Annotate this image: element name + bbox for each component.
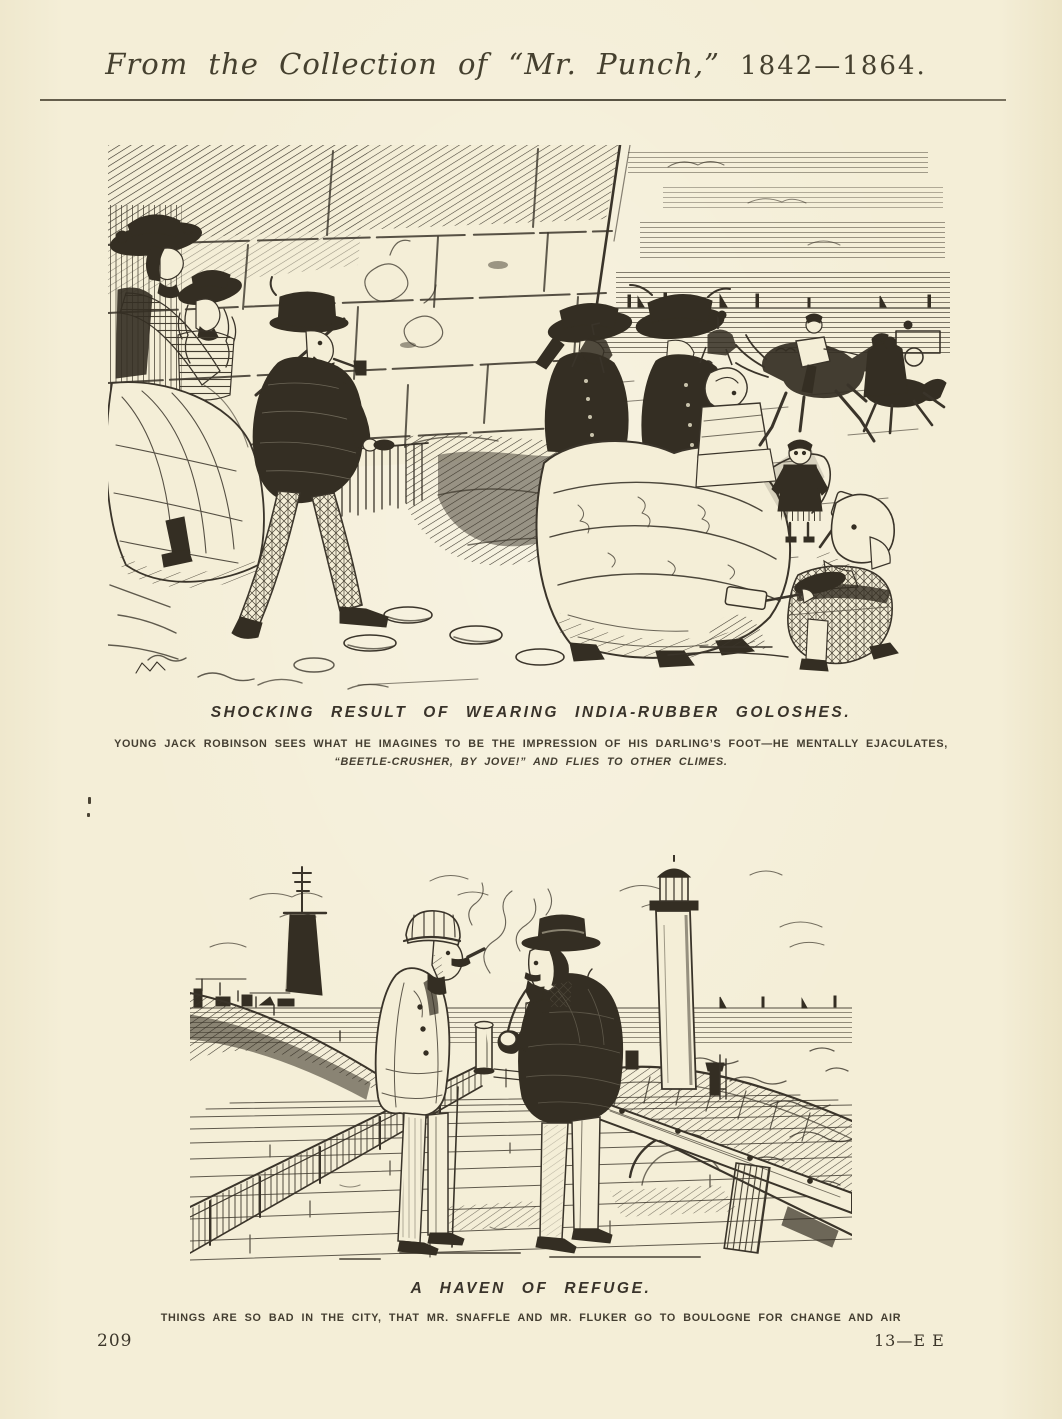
plate1-caption: SHOCKING RESULT OF WEARING INDIA-RUBBER GOLOSHES. xyxy=(210,703,852,722)
plate1-svg xyxy=(108,145,950,695)
running-head-dates: 1842—1864. xyxy=(740,51,927,81)
page-number: 209 xyxy=(97,1331,133,1351)
plate1-illustration xyxy=(108,145,950,695)
boy-jacket xyxy=(796,337,830,367)
distant-sails xyxy=(720,996,836,1008)
running-head-title: From the Collection of “Mr. Punch,” xyxy=(105,47,720,81)
fluker-shoe xyxy=(536,1237,576,1253)
snaffle-shoe xyxy=(428,1233,464,1245)
plate2-svg xyxy=(190,855,852,1262)
plate1-subcaption-line1: YOUNG JACK ROBINSON SEES WHAT HE IMAGINES TO BE THE IMPRESSION OF HIS DARLING’S FOOT—HE MENTALLY EJACULATES, xyxy=(114,738,948,750)
riding-cloak xyxy=(864,343,908,397)
printers-signature: 13—E E xyxy=(874,1331,945,1350)
cigar xyxy=(468,949,484,957)
shawl xyxy=(698,403,768,457)
plate2-illustration xyxy=(190,855,852,1262)
plate1-subcaption-line2: “BEETLE-CRUSHER, BY JOVE!” AND FLIES TO OTHER CLIMES. xyxy=(334,756,728,768)
man-shoe-right xyxy=(340,607,388,627)
beacon-tower xyxy=(286,915,322,995)
head-rule xyxy=(40,99,1006,101)
plate2-subcaption: THINGS ARE SO BAD IN THE CITY, THAT MR. SNAFFLE AND MR. FLUKER GO TO BOULOGNE FOR CHANGE AND AIR xyxy=(160,1312,902,1324)
beacon-mast xyxy=(293,867,311,913)
ink-speck xyxy=(87,813,90,817)
plate2-caption: A HAVEN OF REFUGE. xyxy=(410,1279,652,1298)
bonnet-lady xyxy=(696,368,776,487)
bollard xyxy=(474,1022,494,1075)
fluker-shoe xyxy=(572,1229,612,1243)
lady1-jacket xyxy=(545,353,628,455)
lighthouse-gallery xyxy=(650,901,698,910)
held-object xyxy=(374,440,394,450)
ink-speck xyxy=(88,797,91,804)
child-shoe xyxy=(800,659,828,671)
pipe-hand xyxy=(500,1032,516,1046)
running-head xyxy=(0,47,1032,81)
man-jacket xyxy=(253,357,363,502)
